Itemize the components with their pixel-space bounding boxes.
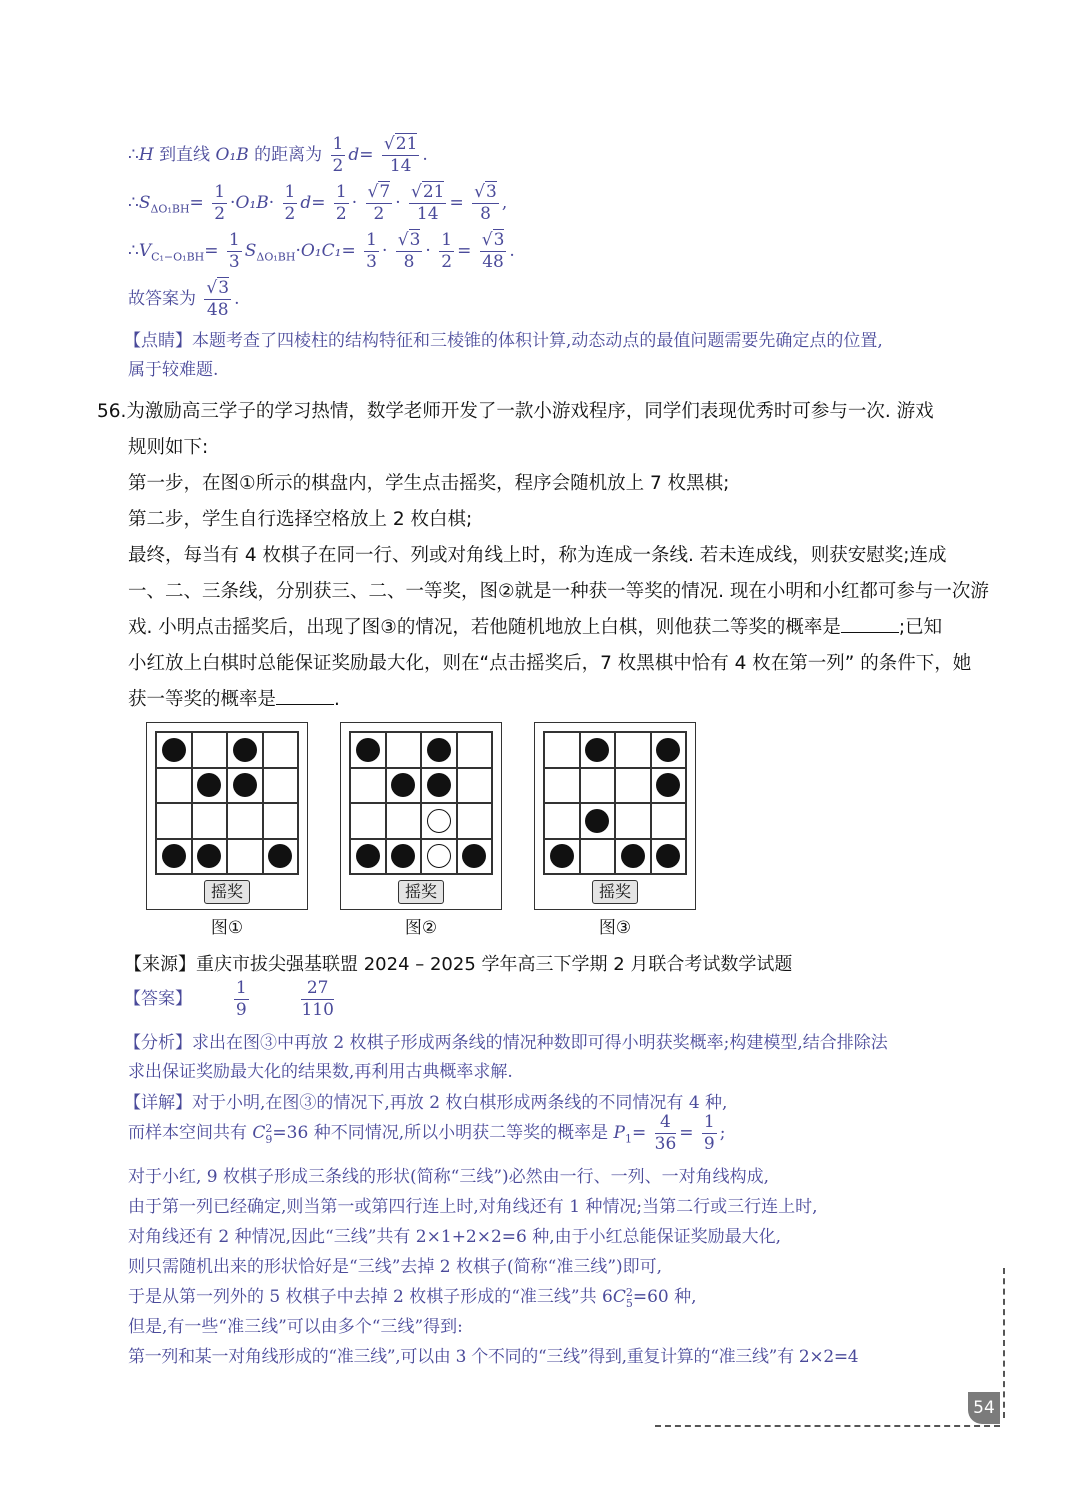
answer-fraction-1: $\frac{1}{9}$ [235, 978, 247, 1020]
equals: = [359, 145, 374, 165]
answer-blank-2[interactable] [276, 688, 334, 705]
question-line-1 [97, 397, 934, 423]
fraction: $\frac{1}{3}$ [366, 230, 377, 272]
board-cell[interactable] [263, 768, 299, 804]
black-stone [162, 844, 186, 868]
detail-text: 第一列和某一对角线形成的“准三线”,可以由 3 个不同的“三线”得到,重复计算的“准三线”有 2×2=4 [128, 1347, 859, 1367]
answer-line [124, 980, 337, 1019]
fraction: $\frac{√7}{2}$ [367, 182, 391, 224]
question-text: 获一等奖的概率是 [128, 689, 277, 710]
subscript: ΔO₁BH [256, 250, 296, 264]
board-cell[interactable] [615, 839, 651, 875]
page-border-dashed-vertical [1003, 1268, 1005, 1418]
board-cell[interactable] [580, 803, 616, 839]
math-var: O₁B [215, 145, 249, 165]
board-cell[interactable] [580, 732, 616, 768]
equals: = [189, 193, 204, 213]
analysis-text: 求出在图③中再放 2 枚棋子形成两条线的情况种数即可得小明获奖概率;构建模型,结合排除法 [192, 1033, 888, 1053]
black-stone [356, 844, 380, 868]
board-cell[interactable] [227, 839, 263, 875]
board-cell[interactable] [615, 732, 651, 768]
figure-caption: 图② [404, 918, 438, 938]
board-cell[interactable] [386, 768, 422, 804]
comment-text: 属于较难题. [128, 360, 219, 380]
detail-line-2 [128, 1114, 725, 1153]
math-var: S [138, 193, 151, 213]
math-var: C [612, 1287, 626, 1307]
comment-tag: 【点睛】 [124, 331, 192, 351]
board-cell[interactable] [192, 803, 228, 839]
board-cell[interactable] [263, 803, 299, 839]
detail-line-8 [128, 1312, 463, 1337]
board-grid [543, 731, 687, 875]
white-stone [427, 844, 451, 868]
punct: . [234, 289, 240, 309]
dot: · [268, 193, 275, 213]
figure-caption: 图① [210, 918, 244, 938]
comment-text: 本题考查了四棱柱的结构特征和三棱锥的体积计算,动态动点的最值问题需要先确定点的位置, [192, 331, 883, 351]
analysis-tag: 【分析】 [124, 1033, 192, 1053]
black-stone [233, 773, 257, 797]
black-stone [162, 738, 186, 762]
question-line-6 [128, 577, 989, 603]
superscript: 2 [265, 1121, 273, 1135]
board-cell[interactable] [651, 839, 687, 875]
question-line-9 [128, 685, 340, 711]
board-cell[interactable] [192, 732, 228, 768]
answer-fraction-2: $\frac{27}{110}$ [301, 978, 334, 1020]
answer-tag: 【答案】 [124, 989, 192, 1009]
lottery-button[interactable]: 摇奖 [592, 880, 638, 904]
answer-blank-1[interactable] [841, 616, 899, 633]
detail-text: 对于小红, 9 枚棋子形成三条线的形状(简称“三线”)必然由一行、一列、一对角线构成, [128, 1167, 770, 1187]
detail-text: 而样本空间共有 [128, 1123, 253, 1143]
board-cell[interactable] [421, 732, 457, 768]
page-number: 54 [968, 1392, 1000, 1424]
detail-tag: 【详解】 [124, 1093, 192, 1113]
math-var: P [613, 1123, 625, 1143]
question-text: . [334, 689, 340, 710]
lottery-button[interactable]: 摇奖 [204, 880, 250, 904]
detail-line-7 [128, 1282, 697, 1309]
math-var: C [252, 1123, 266, 1143]
board-cell[interactable] [457, 768, 493, 804]
board-cell[interactable] [386, 803, 422, 839]
text: 到直线 [159, 145, 211, 165]
source-line [124, 950, 792, 976]
dot: · [395, 193, 401, 213]
comment-line-1 [124, 326, 883, 351]
solution-line-4 [128, 280, 239, 319]
detail-line-5 [128, 1222, 781, 1247]
solution-line-2 [128, 184, 507, 223]
board-cell[interactable] [580, 768, 616, 804]
black-stone [656, 773, 680, 797]
question-line-5 [128, 541, 947, 567]
board-cell[interactable] [544, 839, 580, 875]
board-cell[interactable] [350, 732, 386, 768]
board-cell[interactable] [156, 768, 192, 804]
question-text: 第二步，学生自行选择空格放上 2 枚白棋; [128, 509, 473, 530]
board-cell[interactable] [651, 732, 687, 768]
math-var: O₁C₁ [300, 241, 342, 261]
fraction: $\frac{√3}{48}$ [481, 230, 505, 272]
board-cell[interactable] [227, 803, 263, 839]
page-border-dashed-horizontal [655, 1425, 1000, 1427]
analysis-line-1 [124, 1028, 888, 1053]
black-stone [462, 844, 486, 868]
question-line-2 [128, 433, 208, 459]
fraction: $\frac{√3}{8}$ [397, 230, 421, 272]
therefore-symbol: ∴ [128, 241, 139, 261]
board-cell[interactable] [263, 732, 299, 768]
solution-line-1 [128, 136, 428, 175]
question-line-8 [128, 649, 971, 675]
fraction: $\frac{√3}{48}$ [206, 278, 230, 320]
math-var: d [348, 145, 360, 165]
subscript: 9 [265, 1132, 273, 1146]
text: 的距离为 [254, 145, 323, 165]
black-stone [656, 844, 680, 868]
board-cell[interactable] [227, 768, 263, 804]
detail-line-6 [128, 1252, 662, 1277]
detail-text: =60 种, [632, 1287, 697, 1307]
subscript: 5 [625, 1296, 633, 1310]
black-stone [585, 809, 609, 833]
equals: = [341, 241, 356, 261]
dot: · [425, 241, 431, 261]
board-cell[interactable] [350, 768, 386, 804]
punct: . [422, 145, 428, 165]
black-stone [268, 844, 292, 868]
black-stone [356, 738, 380, 762]
board-cell[interactable] [156, 732, 192, 768]
detail-text: 但是,有一些“准三线”可以由多个“三线”得到: [128, 1317, 463, 1337]
fraction: $\frac{√3}{8}$ [474, 182, 497, 224]
lottery-button[interactable]: 摇奖 [398, 880, 444, 904]
equals: = [679, 1123, 694, 1143]
board-cell[interactable] [544, 803, 580, 839]
math-var: O₁B [235, 193, 269, 213]
fraction: $\frac{√21}{14}$ [383, 134, 418, 176]
fraction: $\frac{1}{3}$ [228, 230, 240, 272]
analysis-line-2 [128, 1057, 513, 1082]
dot: · [295, 241, 301, 261]
question-line-3 [128, 469, 729, 495]
subscript: C₁−O₁BH [151, 250, 205, 264]
comment-line-2 [128, 355, 218, 380]
equals: = [204, 241, 219, 261]
fraction: $\frac{4}{36}$ [654, 1112, 677, 1154]
board-cell[interactable] [350, 839, 386, 875]
question-line-4 [128, 505, 472, 531]
black-stone [197, 773, 221, 797]
detail-text: =36 种不同情况,所以小明获二等奖的概率是 [272, 1123, 614, 1143]
punct: . [509, 241, 515, 261]
board-cell[interactable] [457, 803, 493, 839]
source-tag: 【来源】 [124, 954, 196, 975]
subscript: ΔO₁BH [150, 202, 190, 216]
board-cell[interactable] [386, 732, 422, 768]
board-grid [155, 731, 299, 875]
board-grid [349, 731, 493, 875]
black-stone [233, 738, 257, 762]
board-cell[interactable] [457, 732, 493, 768]
black-stone [656, 738, 680, 762]
question-number: 56. [97, 401, 127, 422]
black-stone [427, 773, 451, 797]
black-stone [585, 738, 609, 762]
detail-text: 由于第一列已经确定,则当第一或第四行连上时,对角线还有 1 种情况;当第二行或三行连上时, [128, 1197, 818, 1217]
punct: , [501, 193, 508, 213]
equals: = [631, 1123, 647, 1143]
fraction: $\frac{1}{2}$ [441, 230, 453, 272]
detail-text: 于是从第一列外的 5 枚棋子中去掉 2 枚棋子形成的“准三线”共 6 [128, 1287, 613, 1307]
question-text: ;已知 [898, 617, 943, 638]
dot: · [381, 241, 388, 261]
board-cell[interactable] [227, 732, 263, 768]
question-text: 规则如下: [128, 437, 209, 458]
black-stone [427, 738, 451, 762]
board-cell[interactable] [421, 803, 457, 839]
black-stone [391, 773, 415, 797]
board-cell[interactable] [421, 839, 457, 875]
board-cell[interactable] [615, 803, 651, 839]
black-stone [550, 844, 574, 868]
detail-text: 则只需随机出来的形状恰好是“三线”去掉 2 枚棋子(简称“准三线”)即可, [128, 1257, 663, 1277]
text: 故答案为 [128, 289, 196, 309]
board-1 [146, 722, 308, 910]
board-cell[interactable] [386, 839, 422, 875]
fraction: $\frac{1}{2}$ [332, 134, 344, 176]
math-var: S [244, 241, 257, 261]
question-text: 小红放上白棋时总能保证奖励最大化，则在“点击摇奖后，7 枚黑棋中恰有 4 枚在第一列” 的条件下，她 [128, 653, 972, 674]
math-var: V [138, 241, 152, 261]
detail-line-3 [128, 1162, 769, 1187]
fraction: $\frac{1}{2}$ [335, 182, 347, 224]
math-var: H [138, 145, 154, 165]
dot: · [230, 193, 236, 213]
equals: = [457, 241, 472, 261]
white-stone [427, 809, 451, 833]
board-cell[interactable] [421, 768, 457, 804]
detail-line-9 [128, 1342, 858, 1367]
fraction: $\frac{1}{9}$ [703, 1112, 715, 1154]
source-text: 重庆市拔尖强基联盟 2024 – 2025 学年高三下学期 2 月联合考试数学试题 [196, 954, 793, 975]
equals: = [449, 193, 464, 213]
black-stone [391, 844, 415, 868]
board-cell[interactable] [350, 803, 386, 839]
black-stone [197, 844, 221, 868]
board-cell[interactable] [615, 768, 651, 804]
board-cell[interactable] [192, 839, 228, 875]
board-3 [534, 722, 696, 910]
question-text: 最终，每当有 4 枚棋子在同一行、列或对角线上时，称为连成一条线. 若未连成线，则获安慰奖;连成 [128, 545, 947, 566]
board-cell[interactable] [580, 839, 616, 875]
board-cell[interactable] [544, 768, 580, 804]
detail-line-4 [128, 1192, 818, 1217]
subscript: 1 [624, 1132, 632, 1146]
fraction: $\frac{√21}{14}$ [411, 182, 445, 224]
board-cell[interactable] [457, 839, 493, 875]
fraction: $\frac{1}{2}$ [284, 182, 296, 224]
question-line-7 [128, 613, 942, 639]
board-cell[interactable] [263, 839, 299, 875]
solution-line-3 [128, 232, 515, 271]
board-cell[interactable] [192, 768, 228, 804]
superscript: 2 [625, 1285, 633, 1299]
punct: ; [719, 1123, 726, 1143]
analysis-text: 求出保证奖励最大化的结果数,再利用古典概率求解. [128, 1062, 513, 1082]
therefore-symbol: ∴ [128, 145, 139, 165]
board-cell[interactable] [651, 768, 687, 804]
question-text: 一、二、三条线，分别获三、二、一等奖，图②就是一种获一等奖的情况. 现在小明和小红都可参与一次游 [128, 581, 989, 602]
detail-text: 对于小明,在图③的情况下,再放 2 枚白棋形成两条线的不同情况有 4 种, [192, 1093, 728, 1113]
question-text: 戏. 小明点击摇奖后，出现了图③的情况，若他随机地放上白棋，则他获二等奖的概率是 [128, 617, 841, 638]
detail-text: 对角线还有 2 种情况,因此“三线”共有 2×1+2×2=6 种,由于小红总能保证奖励最大化, [128, 1227, 782, 1247]
board-2 [340, 722, 502, 910]
question-text: 为激励高三学子的学习热情，数学老师开发了一款小游戏程序，同学们表现优秀时可参与一次. 游戏 [126, 401, 934, 422]
black-stone [621, 844, 645, 868]
equals: = [311, 193, 326, 213]
figure-caption: 图③ [598, 918, 632, 938]
fraction: $\frac{1}{2}$ [214, 182, 226, 224]
board-cell[interactable] [544, 732, 580, 768]
therefore-symbol: ∴ [128, 193, 139, 213]
board-cell[interactable] [651, 803, 687, 839]
dot: · [351, 193, 358, 213]
question-text: 第一步，在图①所示的棋盘内，学生点击摇奖，程序会随机放上 7 枚黑棋; [128, 473, 730, 494]
board-cell[interactable] [156, 803, 192, 839]
math-var: d [300, 193, 312, 213]
detail-line-1 [124, 1088, 727, 1113]
board-cell[interactable] [156, 839, 192, 875]
